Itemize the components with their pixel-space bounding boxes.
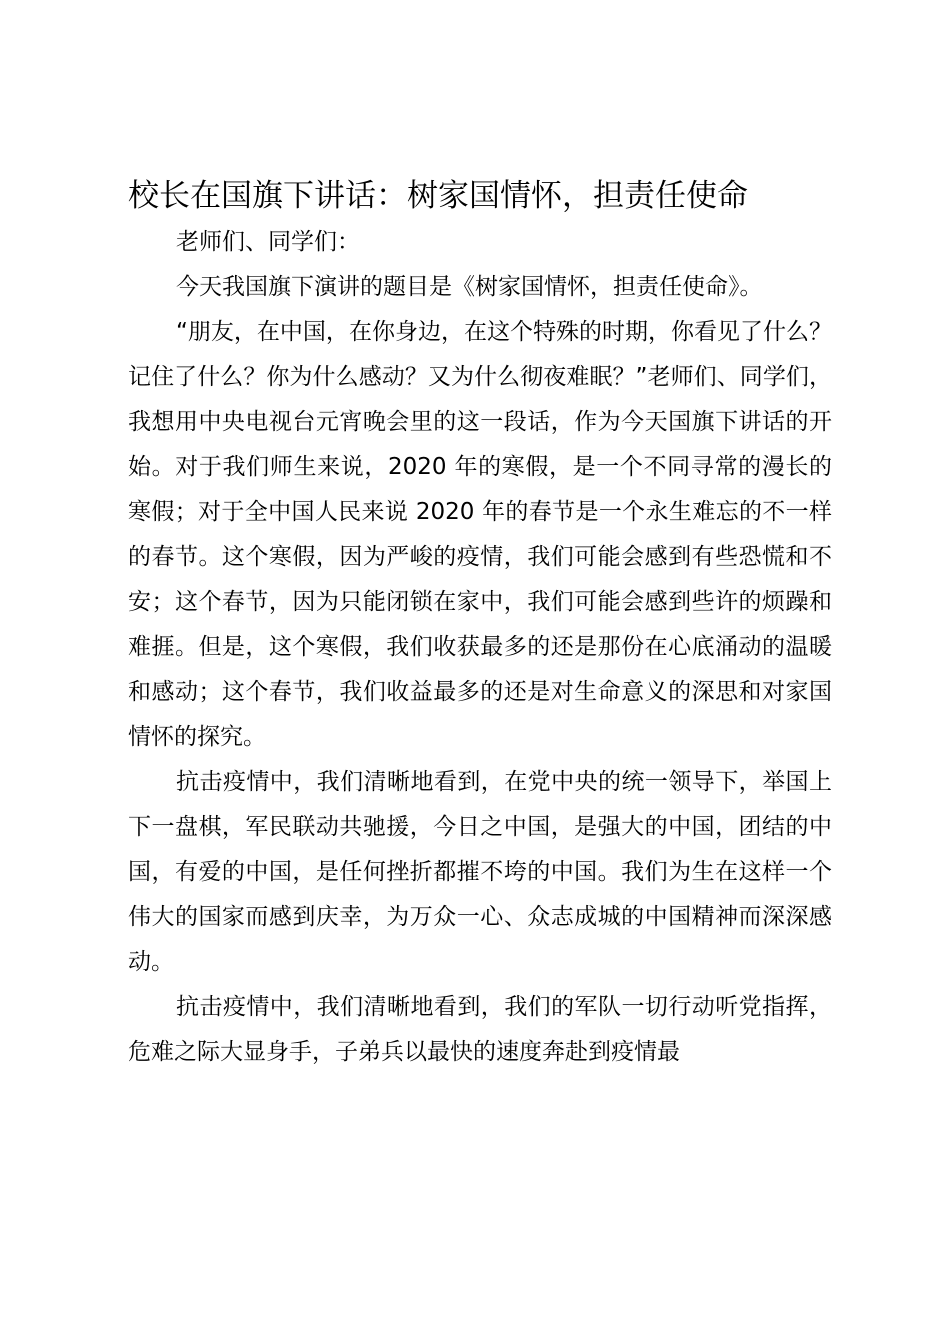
- document-title: 校长在国旗下讲话：树家国情怀，担责任使命: [128, 178, 748, 214]
- salutation: 老师们、同学们：: [176, 229, 360, 255]
- paragraph-2: “朋友，在中国，在你身边，在这个特殊的时期，你看见了什么？记住了什么？你为什么感动？又为什么彻夜难眠？”老师们、同学们，我想用中央电视台元宵晚会里的这一段话，作为今天国旗下讲话的开始。对于我们师生来说，2020 年的寒假，是一个不同寻常的漫长的寒假；对于全中国人民来说 2020 年的春节是一个永生难忘的不一样的春节。这个寒假，因为严峻的疫情，我们可能会感到有些恐慌和不安；这个春节，因为只能闭锁在家中，我们可能会感到些许的烦躁和难捱。但是，这个寒假，我们收获最多的还是那份在心底涌动的温暖和感动；这个春节，我们收益最多的还是对生命意义的深思和对家国情怀的探究。: [128, 319, 832, 750]
- document-page: [128, 172, 832, 1075]
- paragraph-4: 抗击疫情中，我们清晰地看到，我们的军队一切行动听党指挥，危难之际大显身手，子弟兵以最快的速度奔赴到疫情最: [128, 994, 832, 1065]
- paragraph-3: 抗击疫情中，我们清晰地看到，在党中央的统一领导下，举国上下一盘棋，军民联动共驰援，今日之中国，是强大的中国，团结的中国，有爱的中国，是任何挫折都摧不垮的中国。我们为生在这样一个伟大的国家而感到庆幸，为万众一心、众志成城的中国精神而深深感动。: [128, 769, 832, 975]
- paragraph-1: 今天我国旗下演讲的题目是《树家国情怀，担责任使命》。: [176, 274, 763, 300]
